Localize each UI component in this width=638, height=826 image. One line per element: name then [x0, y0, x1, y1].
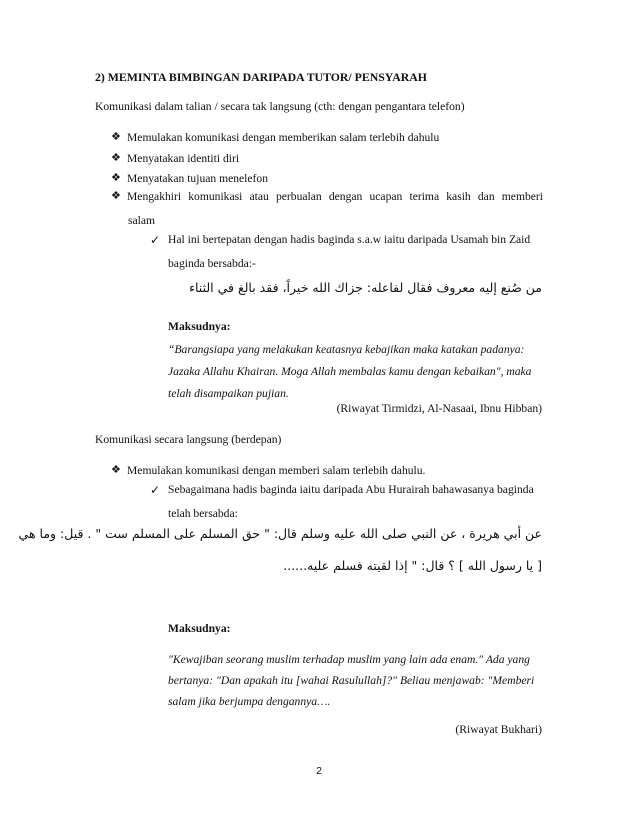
list-item: ❖ Memulakan komunikasi dengan memberi salam terlebih dahulu.: [111, 464, 426, 477]
arabic-hadith-text: من صُنع إليه معروف فقال لفاعله: جزاك الله خيراً، فقد بالغ في الثناء: [189, 280, 542, 295]
checkmark-bullet-icon: ✓: [150, 483, 161, 497]
indirect-communication-heading: Komunikasi dalam talian / secara tak langsung (cth: dengan pengantara telefon): [95, 100, 465, 113]
arabic-hadith-text: عن أبي هريرة ، عن النبي صلى الله عليه وسلم قال: " حق المسلم على المسلم ست " . قيل: وما هي: [18, 526, 542, 541]
diamond-bullet-icon: ❖: [111, 172, 121, 184]
list-item: ❖ Menyatakan identiti diri: [111, 152, 240, 165]
translation-quote: “Barangsiapa yang melakukan keatasnya kebajikan maka katakan padanya: Jazaka Allahu Khairan. Moga Allah membalas kamu dengan kebaikan", maka telah disampaikan pujian.: [168, 343, 532, 400]
translation-quote: "Kewajiban seorang muslim terhadap muslim yang lain ada enam." Ada yang bertanya: "Dan apakah itu [wahai Rasulullah]?" Beliau menjawab: "Memberi salam jika berjumpa dengannya….: [168, 653, 535, 708]
checkmark-bullet-icon: ✓: [150, 233, 161, 247]
hadith-source: (Riwayat Bukhari): [455, 723, 542, 736]
maksudnya-label: Maksudnya:: [168, 320, 231, 333]
list-item: ❖ Memulakan komunikasi dengan memberikan salam terlebih dahulu: [111, 131, 440, 144]
section-title: 2) MEMINTA BIMBINGAN DARIPADA TUTOR/ PENSYARAH: [95, 70, 427, 84]
direct-communication-heading: Komunikasi secara langsung (berdepan): [95, 433, 282, 446]
list-item: ❖ Menyatakan tujuan menelefon: [111, 172, 269, 185]
diamond-bullet-icon: ❖: [111, 131, 121, 143]
diamond-bullet-icon: ❖: [111, 152, 121, 164]
list-item: ❖ Mengakhiri komunikasi atau perbualan dengan ucapan terima kasih dan memberi salam: [111, 188, 543, 230]
diamond-bullet-icon: ❖: [111, 464, 121, 476]
page-number: 2: [316, 765, 322, 777]
hadith-source: (Riwayat Tirmidzi, Al-Nasaai, Ibnu Hibban): [336, 402, 542, 415]
list-item: ✓ Hal ini bertepatan dengan hadis baginda s.a.w iaitu daripada Usamah bin Zaid baginda bersabda:-: [150, 233, 531, 271]
maksudnya-label: Maksudnya:: [168, 622, 231, 635]
arabic-hadith-text: [ يا رسول الله ] ؟ قال: " إذا لقيته فسلم عليه......: [283, 558, 542, 573]
list-item: ✓ Sebagaimana hadis baginda iaitu daripada Abu Hurairah bahawasanya baginda telah bersabda:: [150, 483, 534, 521]
diamond-bullet-icon: ❖: [111, 190, 121, 202]
list-item-continuation: salam: [128, 214, 156, 228]
